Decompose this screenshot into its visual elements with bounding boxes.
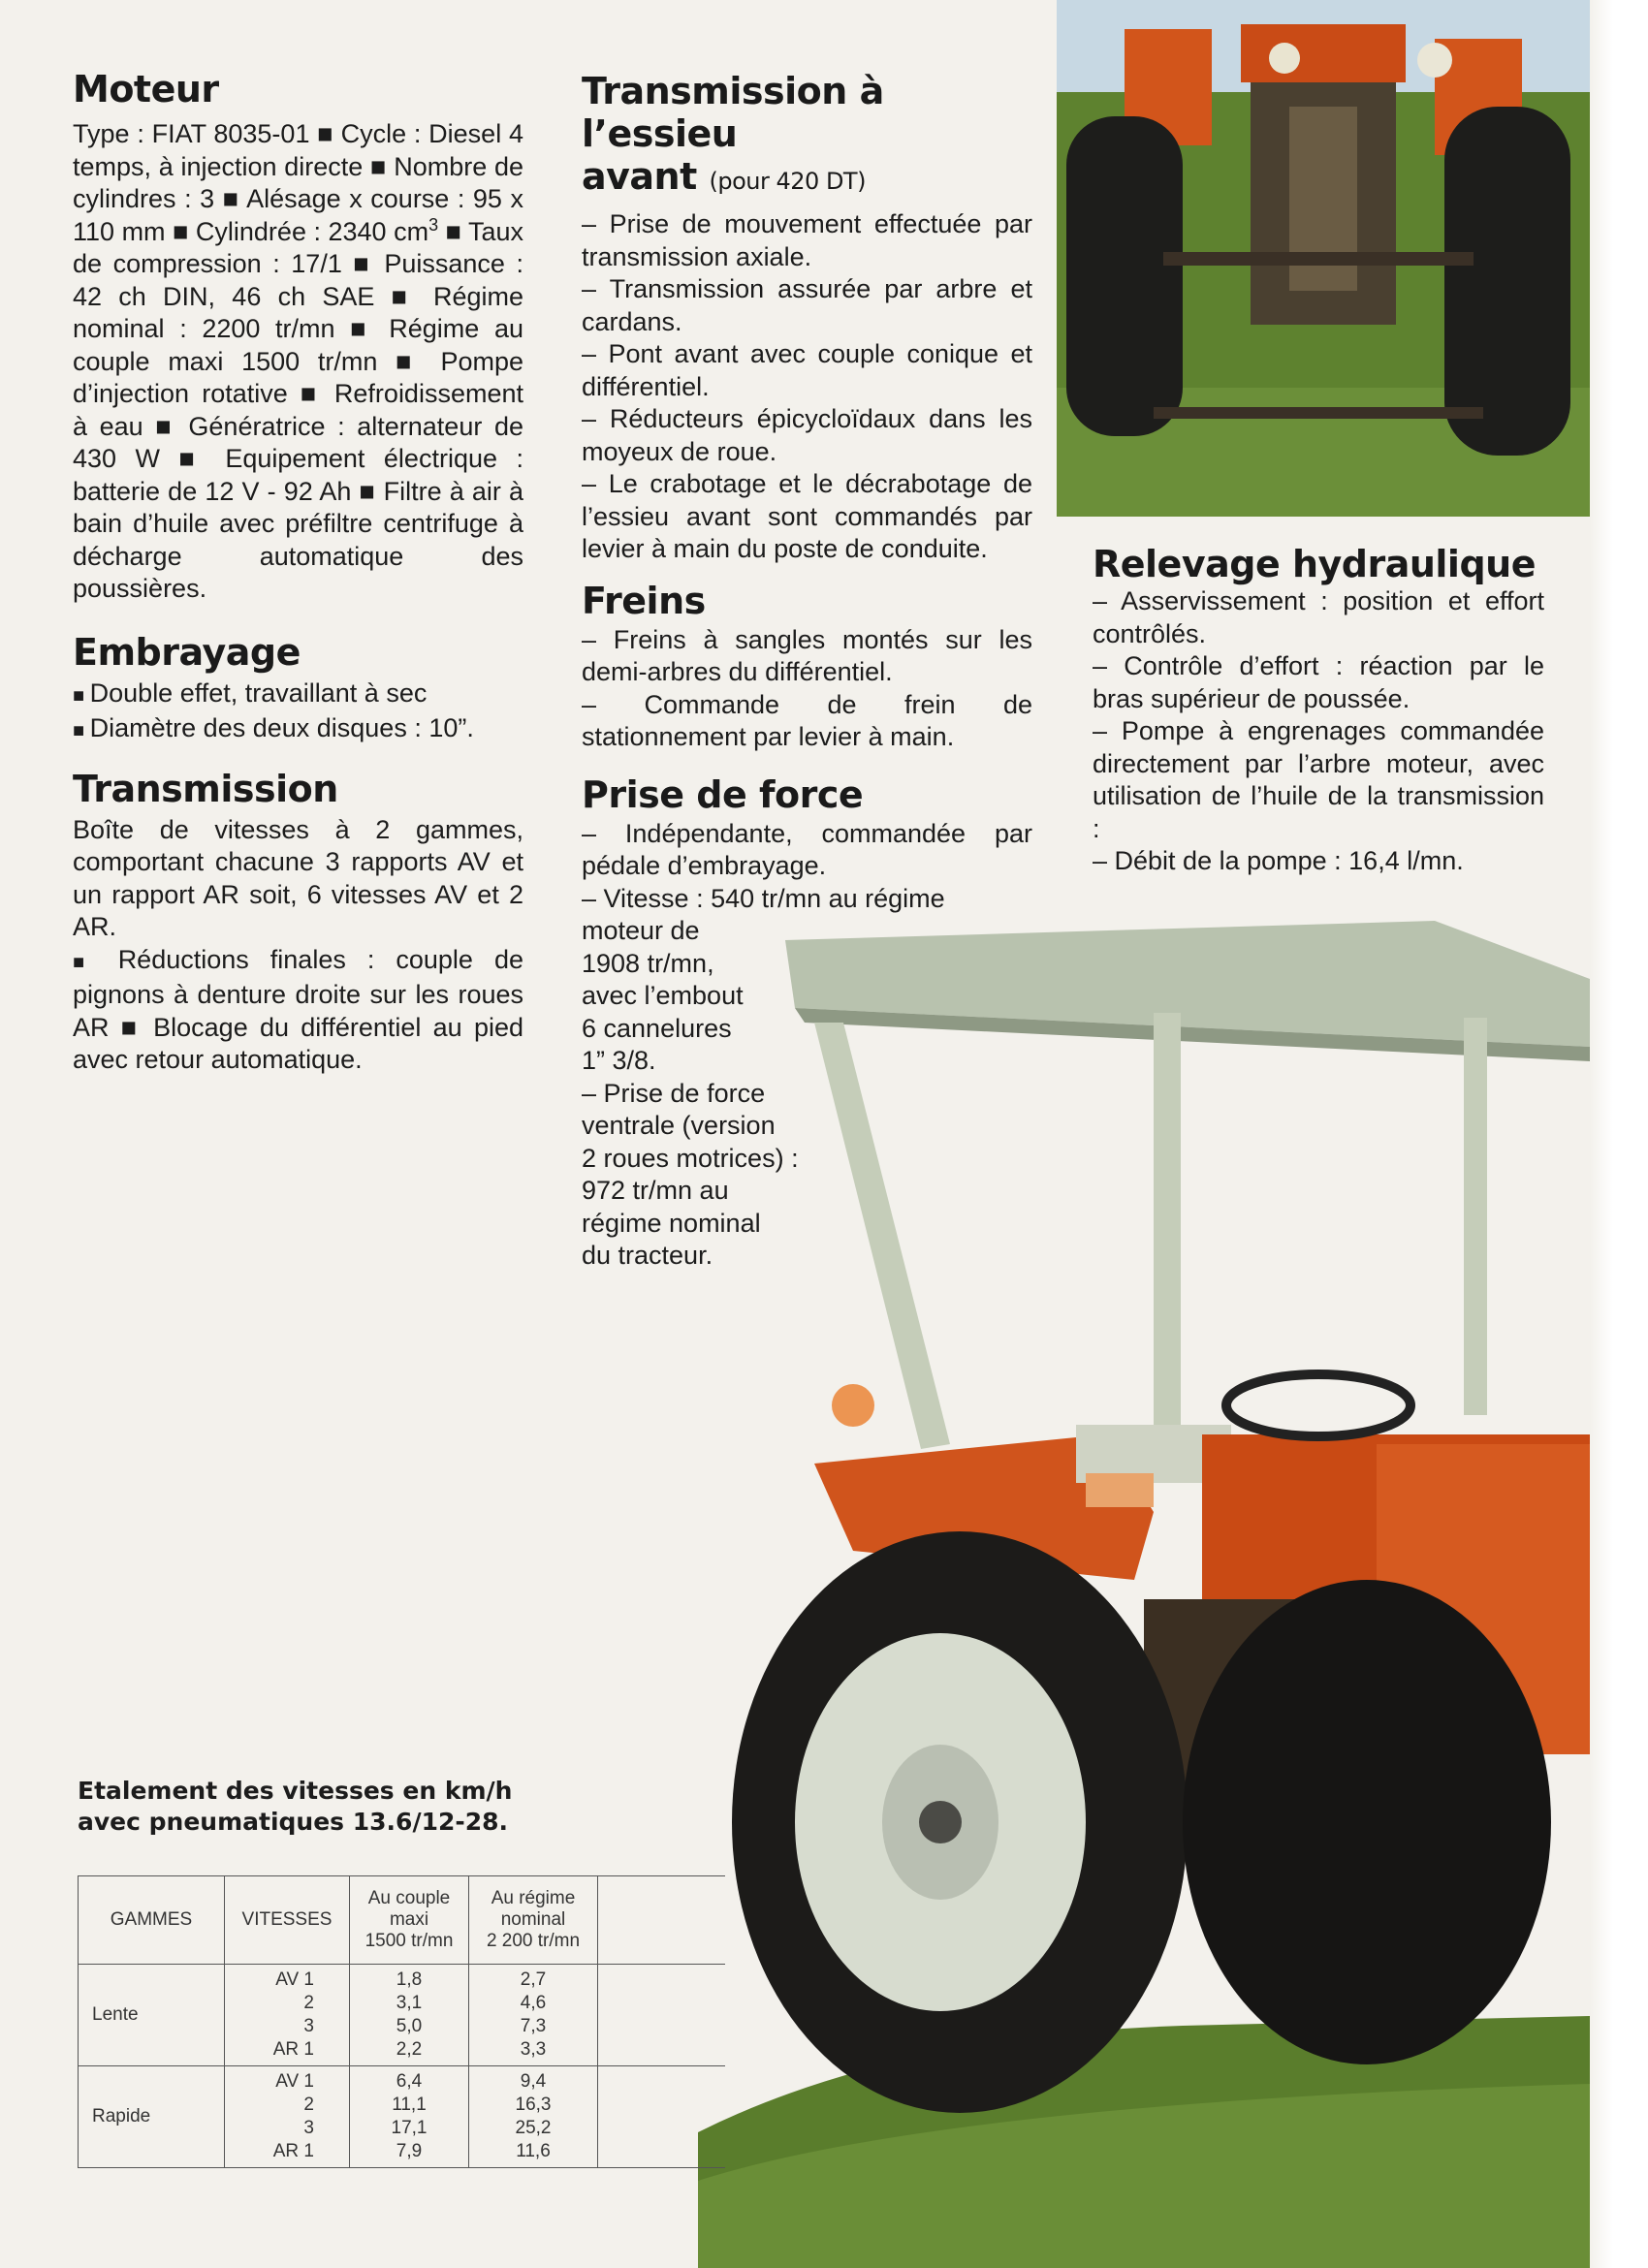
freins-item-2: – Commande de frein de stationnement par levier à main. xyxy=(582,689,1032,751)
prise-narrow-block xyxy=(582,915,834,1273)
rapide-couple-3: 17,1 xyxy=(391,2118,428,2138)
speed-table-caption-line2: avec pneumatiques 13.6/12-28. xyxy=(78,1808,509,1836)
lente-vit-4: AR 1 xyxy=(272,2039,314,2060)
tractor-rear-photo xyxy=(1057,0,1590,517)
group-name-lente: Lente xyxy=(79,1965,225,2066)
rapide-vit-2: 2 xyxy=(303,2095,314,2115)
speed-table-header xyxy=(79,1876,726,1965)
prise-narrow-4: 6 cannelures xyxy=(582,1013,732,1043)
lente-vit-2: 2 xyxy=(303,1993,314,2013)
speed-table-caption xyxy=(78,1776,756,1838)
lente-regime xyxy=(469,1965,598,2066)
section-title-transmission: Transmission xyxy=(73,767,338,810)
essieu-item-1: – Prise de mouvement effectuée par transmission axiale. xyxy=(582,209,1032,271)
moteur-text xyxy=(73,118,523,606)
prise-narrow-6: – Prise de force xyxy=(582,1078,766,1108)
rapide-vit-4: AR 1 xyxy=(272,2141,314,2161)
relevage-item-3: – Pompe à engrenages commandée directement par l’arbre moteur, avec utilisation de l’huile de la transmission : xyxy=(1093,716,1544,843)
rapide-regime-1: 9,4 xyxy=(520,2071,547,2092)
prise-narrow-8: 2 roues motrices) : xyxy=(582,1143,799,1173)
column-left xyxy=(73,68,523,1077)
lente-couple-4: 2,2 xyxy=(396,2039,423,2060)
prise-narrow-2: 1908 tr/mn, xyxy=(582,948,714,978)
rapide-regime xyxy=(469,2066,598,2168)
header-regime-line1: Au régime xyxy=(491,1888,576,1908)
lente-vit-1: AV 1 xyxy=(275,1969,314,1990)
lente-regime-2: 4,6 xyxy=(520,1993,547,2013)
header-couple xyxy=(350,1876,469,1965)
lente-empty xyxy=(598,1965,726,2066)
table-row xyxy=(79,2066,726,2168)
speed-table xyxy=(78,1875,725,2168)
relevage-item-1: – Asservissement : position et effort contrôlés. xyxy=(1093,586,1544,648)
prise-narrow-3: avec l’embout xyxy=(582,981,744,1010)
prise-narrow-9: 972 tr/mn au xyxy=(582,1176,729,1205)
section-title-freins: Freins xyxy=(582,579,706,622)
lente-vitesses xyxy=(225,1965,350,2066)
lente-regime-1: 2,7 xyxy=(520,1969,547,1990)
section-title-essieu xyxy=(582,70,1032,203)
lente-couple-2: 3,1 xyxy=(396,1993,423,2013)
essieu-item-2: – Transmission assurée par arbre et cardans. xyxy=(582,274,1032,336)
relevage-item-4: – Débit de la pompe : 16,4 l/mn. xyxy=(1093,846,1464,875)
header-couple-line2: maxi xyxy=(389,1909,429,1930)
prise-narrow-5: 1” 3/8. xyxy=(582,1046,656,1075)
header-couple-line1: Au couple xyxy=(367,1888,451,1908)
page-edge xyxy=(1590,0,1648,2268)
essieu-title-line2: avant xyxy=(582,155,697,198)
rapide-regime-2: 16,3 xyxy=(515,2095,552,2115)
rapide-couple-1: 6,4 xyxy=(396,2071,423,2092)
essieu-item-3: – Pont avant avec couple conique et différentiel. xyxy=(582,339,1032,401)
embrayage-item-1: ■ Double effet, travaillant à sec xyxy=(73,677,523,713)
rapide-couple-4: 7,9 xyxy=(396,2141,423,2161)
lente-couple xyxy=(350,1965,469,2066)
group-rapide xyxy=(79,2066,726,2168)
rapide-vit-3: 3 xyxy=(303,2118,314,2138)
rapide-vit-1: AV 1 xyxy=(275,2071,314,2092)
moteur-text-sup: 3 xyxy=(428,214,439,235)
header-gammes: GAMMES xyxy=(79,1876,225,1965)
prise-item-2: – Vitesse : 540 tr/mn au régime xyxy=(582,883,945,913)
section-title-prise: Prise de force xyxy=(582,772,864,816)
essieu-title-line1: Transmission à l’essieu xyxy=(582,70,884,155)
prise-narrow-1: moteur de xyxy=(582,916,700,945)
freins-item-1: – Freins à sangles montés sur les demi-arbres du différentiel. xyxy=(582,624,1032,686)
header-empty xyxy=(598,1876,726,1965)
lente-regime-3: 7,3 xyxy=(520,2016,547,2036)
moteur-text-part1: Type : FIAT 8035-01 ■ Cycle : Diesel 4 temps, à injection directe ■ Nombre de cylindres : 3 ■ Alésage x course : 95 x 110 mm ■ Cylindrée : 2340 cm xyxy=(73,119,523,246)
prise-item-1: – Indépendante, commandée par pédale d’embrayage. xyxy=(582,818,1032,880)
essieu-item-5: – Le crabotage et le décrabotage de l’essieu avant sont commandés par levier à main du poste de conduite. xyxy=(582,469,1032,563)
rapide-couple-2: 11,1 xyxy=(392,2095,427,2115)
column-right xyxy=(1093,543,1544,878)
moteur-text-part2: ■ Taux de compression : 17/1 ■ Puissance : 42 ch DIN, 46 ch SAE ■ Régime nominal : 2200 tr/mn ■ Régime au couple maxi 1500 tr/mn ■ Pompe d’injection rotative ■ Refroidissement à eau ■ Génératrice : alternateur de 430 W ■ Equipement électrique : batterie de 12 V - 92 Ah ■ Filtre à air à bain d’huile avec préfiltre centrifuge à décharge automatique des poussières. xyxy=(73,216,524,603)
header-regime-line2: nominal xyxy=(500,1909,566,1930)
rapide-vitesses xyxy=(225,2066,350,2168)
relevage-item-2: – Contrôle d’effort : réaction par le bras supérieur de poussée. xyxy=(1093,651,1544,713)
lente-regime-4: 3,3 xyxy=(520,2039,547,2060)
essieu-subtitle: (pour 420 DT) xyxy=(709,168,866,195)
prise-narrow-10: régime nominal xyxy=(582,1208,761,1238)
transmission-text-1: Boîte de vitesses à 2 gammes, comportant chacune 3 rapports AV et un rapport AR soit, 6 vitesses AV et 2 AR. xyxy=(73,814,523,941)
header-regime-line3: 2 200 tr/mn xyxy=(486,1931,581,1951)
rapide-empty xyxy=(598,2066,726,2168)
lente-couple-3: 5,0 xyxy=(396,2016,423,2036)
section-title-embrayage: Embrayage xyxy=(73,630,301,674)
prise-narrow-7: ventrale (version xyxy=(582,1111,776,1140)
embrayage-item-2: ■ Diamètre des deux disques : 10”. xyxy=(73,712,523,748)
rapide-regime-4: 11,6 xyxy=(516,2141,551,2161)
rapide-regime-3: 25,2 xyxy=(515,2118,552,2138)
group-lente xyxy=(79,1965,726,2066)
lente-couple-1: 1,8 xyxy=(396,1969,423,1990)
column-middle xyxy=(582,70,1032,1273)
table-row xyxy=(79,1965,726,2066)
transmission-text-2: ■ Réductions finales : couple de pignons à denture droite sur les roues AR ■ Blocage du différentiel au pied avec retour automatique. xyxy=(73,944,523,1077)
header-regime xyxy=(469,1876,598,1965)
lente-vit-3: 3 xyxy=(303,2016,314,2036)
header-vitesses: VITESSES xyxy=(225,1876,350,1965)
rapide-couple xyxy=(350,2066,469,2168)
header-couple-line3: 1500 tr/mn xyxy=(364,1931,454,1951)
essieu-item-4: – Réducteurs épicycloïdaux dans les moyeux de roue. xyxy=(582,404,1032,466)
prise-narrow-11: du tracteur. xyxy=(582,1241,713,1270)
section-title-relevage: Relevage hydraulique xyxy=(1093,543,1536,585)
section-title-moteur: Moteur xyxy=(73,68,219,110)
group-name-rapide: Rapide xyxy=(79,2066,225,2168)
speed-table-caption-line1: Etalement des vitesses en km/h xyxy=(78,1777,513,1805)
tractor-rear-illustration xyxy=(1057,0,1590,517)
